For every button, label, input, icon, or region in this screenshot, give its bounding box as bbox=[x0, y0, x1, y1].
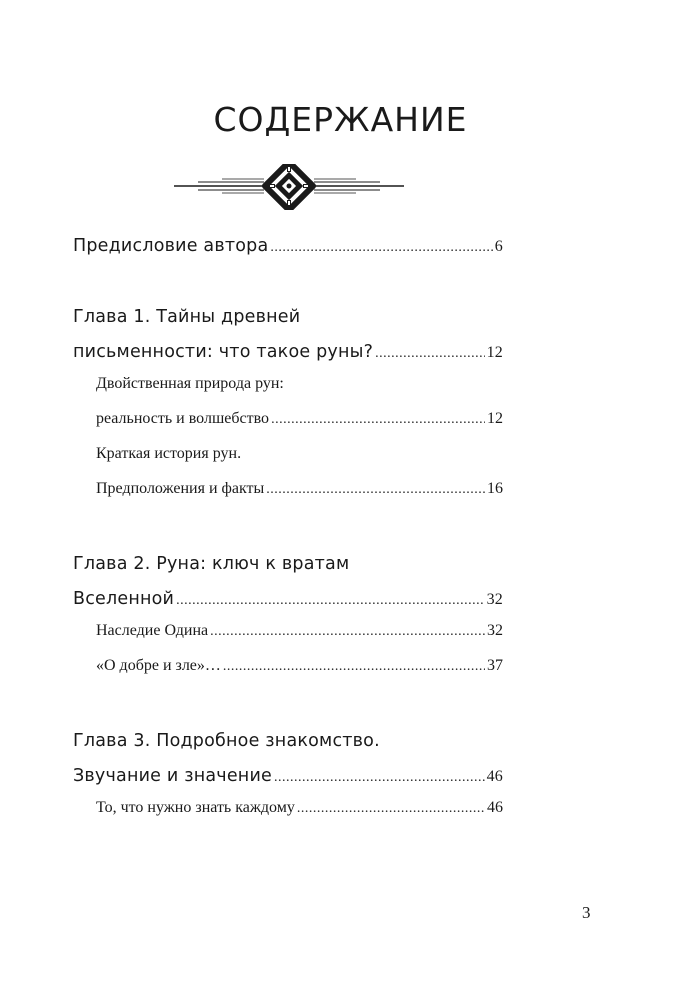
toc-entry-label: «О добре и зле»… bbox=[96, 657, 221, 674]
toc-page-number: 6 bbox=[494, 238, 503, 255]
dot-leader bbox=[266, 480, 485, 498]
dot-leader bbox=[176, 589, 484, 609]
toc-entry-good-and-evil[interactable] bbox=[96, 657, 503, 675]
toc-entry-label: Предисловие автора bbox=[73, 236, 269, 256]
toc-page-number: 12 bbox=[487, 410, 503, 427]
dot-leader bbox=[270, 236, 492, 256]
toc-page-number: 32 bbox=[486, 591, 503, 608]
toc-entry-label: Глава 2. Руна: ключ к вратам bbox=[73, 554, 350, 574]
toc-entry-chapter-3-line-1[interactable] bbox=[73, 731, 503, 751]
toc-entry-chapter-1-line-1[interactable] bbox=[73, 307, 503, 327]
toc-entry-label: Глава 3. Подробное знакомство. bbox=[73, 731, 380, 751]
toc-entry-chapter-1-line-2[interactable] bbox=[73, 342, 503, 362]
ornament-divider-icon bbox=[172, 164, 406, 210]
toc-entry-dual-nature-line-1[interactable] bbox=[96, 375, 503, 393]
page-title: СОДЕРЖАНИЕ bbox=[213, 100, 468, 139]
dot-leader bbox=[375, 342, 484, 362]
toc-entry-chapter-2-line-1[interactable] bbox=[73, 554, 503, 574]
toc-entry-history-line-1[interactable] bbox=[96, 445, 503, 463]
toc-entry-label: Глава 1. Тайны древней bbox=[73, 307, 301, 327]
toc-page-number: 37 bbox=[487, 657, 503, 674]
toc-entry-label: реальность и волшебство bbox=[96, 410, 270, 427]
toc-page-number: 32 bbox=[487, 622, 503, 639]
toc-entry-label: То, что нужно знать каждому bbox=[96, 799, 295, 816]
toc-page-number: 16 bbox=[487, 480, 503, 497]
dot-leader bbox=[297, 799, 485, 817]
page-number-folio: 3 bbox=[582, 903, 591, 922]
toc-entry-label: Звучание и значение bbox=[73, 766, 272, 786]
toc-page-number: 12 bbox=[486, 344, 503, 361]
toc-entry-preface[interactable] bbox=[73, 236, 503, 256]
toc-entry-label: Двойственная природа рун: bbox=[96, 375, 284, 392]
toc-page-number: 46 bbox=[486, 768, 503, 785]
toc-entry-label: Наследие Одина bbox=[96, 622, 209, 639]
toc-entry-history-line-2[interactable] bbox=[96, 480, 503, 498]
toc-entry-label: Предположения и факты bbox=[96, 480, 265, 497]
toc-entry-chapter-2-line-2[interactable] bbox=[73, 589, 503, 609]
dot-leader bbox=[271, 410, 485, 428]
toc-entry-label: письменности: что такое руны? bbox=[73, 342, 374, 362]
toc-entry-must-know[interactable] bbox=[96, 799, 503, 817]
toc-entry-dual-nature-line-2[interactable] bbox=[96, 410, 503, 428]
dot-leader bbox=[274, 766, 485, 786]
toc-entry-odin-legacy[interactable] bbox=[96, 622, 503, 640]
dot-leader bbox=[210, 622, 485, 640]
toc-entry-chapter-3-line-2[interactable] bbox=[73, 766, 503, 786]
toc-page-number: 46 bbox=[487, 799, 503, 816]
toc-entry-label: Краткая история рун. bbox=[96, 445, 242, 462]
toc-entry-label: Вселенной bbox=[73, 589, 175, 609]
dot-leader bbox=[223, 657, 485, 675]
